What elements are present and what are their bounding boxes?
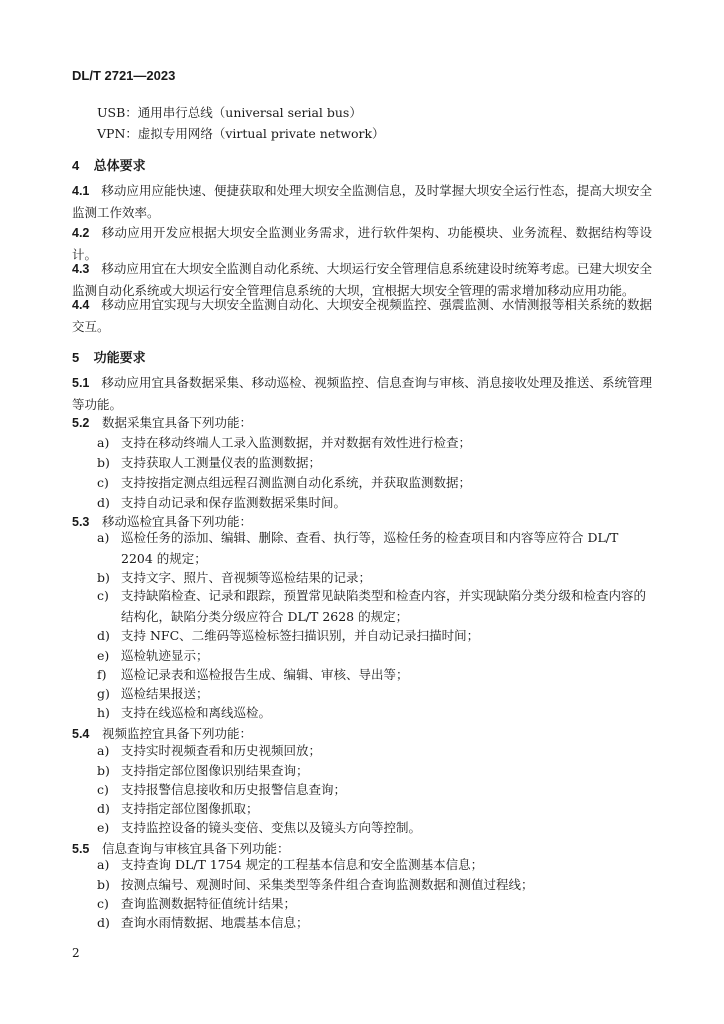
abbreviation-usb: USB：通用串行总线（universal serial bus） [97, 105, 362, 120]
list-item [97, 432, 652, 453]
list-text: 巡检记录表和巡检报告生成、编辑、审核、导出等； [121, 667, 409, 682]
list-text: 巡检任务的添加、编辑、删除、查看、执行等，巡检任务的检查项目和内容等应符合 DL/T 2204 的规定； [121, 530, 619, 566]
clause-number: 4.4 [72, 298, 90, 312]
list-marker: d) [97, 915, 110, 930]
list-marker: c) [97, 588, 109, 603]
list-item [97, 817, 652, 838]
list-marker: e) [97, 648, 110, 663]
list-item [97, 585, 652, 627]
page-number: 2 [72, 946, 80, 960]
list-text: 按测点编号、观测时间、采集类型等条件组合查询监测数据和测值过程线； [121, 877, 534, 892]
paragraph-4-1 [72, 180, 652, 223]
clause-number: 4.1 [72, 184, 90, 198]
list-item [97, 760, 652, 781]
clause-title: 信息查询与审核宜具备下列功能： [102, 841, 290, 856]
list-text: 支持获取人工测量仪表的监测数据； [121, 455, 322, 470]
list-text: 支持文字、照片、音视频等巡检结果的记录； [121, 570, 372, 585]
list-marker: a) [97, 435, 110, 450]
list-text: 支持监控设备的镜头变倍、变焦以及镜头方向等控制。 [121, 820, 422, 835]
list-item [97, 645, 652, 666]
clause-text: 移动应用宜具备数据采集、移动巡检、视频监控、信息查询与审核、消息接收处理及推送、系统管理等功能。 [72, 375, 652, 412]
section-title: 功能要求 [93, 350, 146, 365]
list-item [97, 664, 652, 685]
list-item [97, 893, 652, 914]
clause-text: 移动应用应能快速、便捷获取和处理大坝安全监测信息，及时掌握大坝安全运行性态，提高大坝安全监测工作效率。 [72, 183, 652, 220]
list-item [97, 854, 652, 875]
list-marker: c) [97, 782, 109, 797]
list-item [97, 683, 652, 704]
list-marker: b) [97, 763, 110, 778]
list-marker: e) [97, 820, 110, 835]
clause-5-2-title [72, 413, 252, 431]
list-marker: a) [97, 530, 110, 545]
list-marker: c) [97, 475, 109, 490]
clause-title: 视频监控宜具备下列功能： [102, 726, 253, 741]
list-text: 支持查询 DL/T 1754 规定的工程基本信息和安全监测基本信息； [121, 857, 484, 872]
list-text: 查询监测数据特征值统计结果； [121, 896, 297, 911]
list-item [97, 912, 652, 933]
clause-text: 移动应用宜实现与大坝安全监测自动化、大坝安全视频监控、强震监测、水情测报等相关系统的数据交互。 [72, 297, 652, 334]
clause-number: 5.4 [72, 727, 90, 741]
clause-number: 5.2 [72, 416, 90, 430]
list-text: 巡检轨迹显示； [121, 648, 209, 663]
section-number: 4 [72, 158, 80, 173]
abbreviation-vpn: VPN：虚拟专用网络（virtual private network） [97, 126, 385, 141]
list-text: 查询水雨情数据、地震基本信息； [121, 915, 309, 930]
section-5-heading [72, 347, 146, 366]
section-4-heading [72, 155, 146, 174]
clause-text: 移动应用开发应根据大坝安全监测业务需求，进行软件架构、功能模块、业务流程、数据结构等设计。 [72, 225, 652, 262]
section-title: 总体要求 [93, 158, 146, 173]
clause-number: 4.3 [72, 262, 90, 276]
paragraph-4-4 [72, 294, 652, 337]
list-item [97, 452, 652, 473]
clause-text: 移动应用宜在大坝安全监测自动化系统、大坝运行安全管理信息系统建设时统筹考虑。已建大坝安全监测自动化系统或大坝运行安全管理信息系统的大坝，宜根据大坝安全管理的需求增加移动应用功能。 [72, 261, 652, 298]
list-marker: a) [97, 743, 110, 758]
list-marker: g) [97, 686, 110, 701]
clause-number: 5.1 [72, 376, 90, 390]
list-marker: d) [97, 628, 110, 643]
list-marker: a) [97, 857, 110, 872]
list-item [97, 625, 652, 646]
paragraph-5-1 [72, 372, 652, 415]
list-text: 支持缺陷检查、记录和跟踪，预置常见缺陷类型和检查内容，并实现缺陷分类分级和检查内容的结构化，缺陷分类分级应符合 DL/T 2628 的规定； [121, 588, 647, 624]
list-text: 支持报警信息接收和历史报警信息查询； [121, 782, 347, 797]
clause-number: 5.3 [72, 515, 90, 529]
list-item [97, 779, 652, 800]
list-item [97, 527, 652, 569]
list-marker: f) [97, 667, 107, 682]
standard-code-header: DL/T 2721—2023 [72, 68, 176, 83]
list-text: 支持自动记录和保存监测数据采集时间。 [121, 495, 347, 510]
list-marker: c) [97, 896, 109, 911]
clause-number: 4.2 [72, 226, 90, 240]
list-text: 支持在线巡检和离线巡检。 [121, 705, 272, 720]
list-text: 支持实时视频查看和历史视频回放； [121, 743, 322, 758]
list-item [97, 702, 652, 723]
clause-number: 5.5 [72, 842, 90, 856]
list-marker: h) [97, 705, 110, 720]
list-text: 支持指定部位图像识别结果查询； [121, 763, 309, 778]
list-item [97, 492, 652, 513]
list-item [97, 472, 652, 493]
list-item [97, 874, 652, 895]
list-marker: b) [97, 877, 110, 892]
section-number: 5 [72, 350, 80, 365]
list-item [97, 740, 652, 761]
list-marker: d) [97, 801, 110, 816]
list-marker: b) [97, 455, 110, 470]
list-item [97, 798, 652, 819]
list-text: 支持在移动终端人工录入监测数据，并对数据有效性进行检查； [121, 435, 472, 450]
list-text: 支持指定部位图像抓取； [121, 801, 259, 816]
list-text: 巡检结果报送； [121, 686, 209, 701]
list-text: 支持按指定测点组远程召测监测自动化系统，并获取监测数据； [121, 475, 472, 490]
clause-title: 移动巡检宜具备下列功能： [102, 514, 253, 529]
list-marker: b) [97, 570, 110, 585]
list-text: 支持 NFC、二维码等巡检标签扫描识别，并自动记录扫描时间； [121, 628, 480, 643]
list-marker: d) [97, 495, 110, 510]
clause-title: 数据采集宜具备下列功能： [102, 415, 253, 430]
